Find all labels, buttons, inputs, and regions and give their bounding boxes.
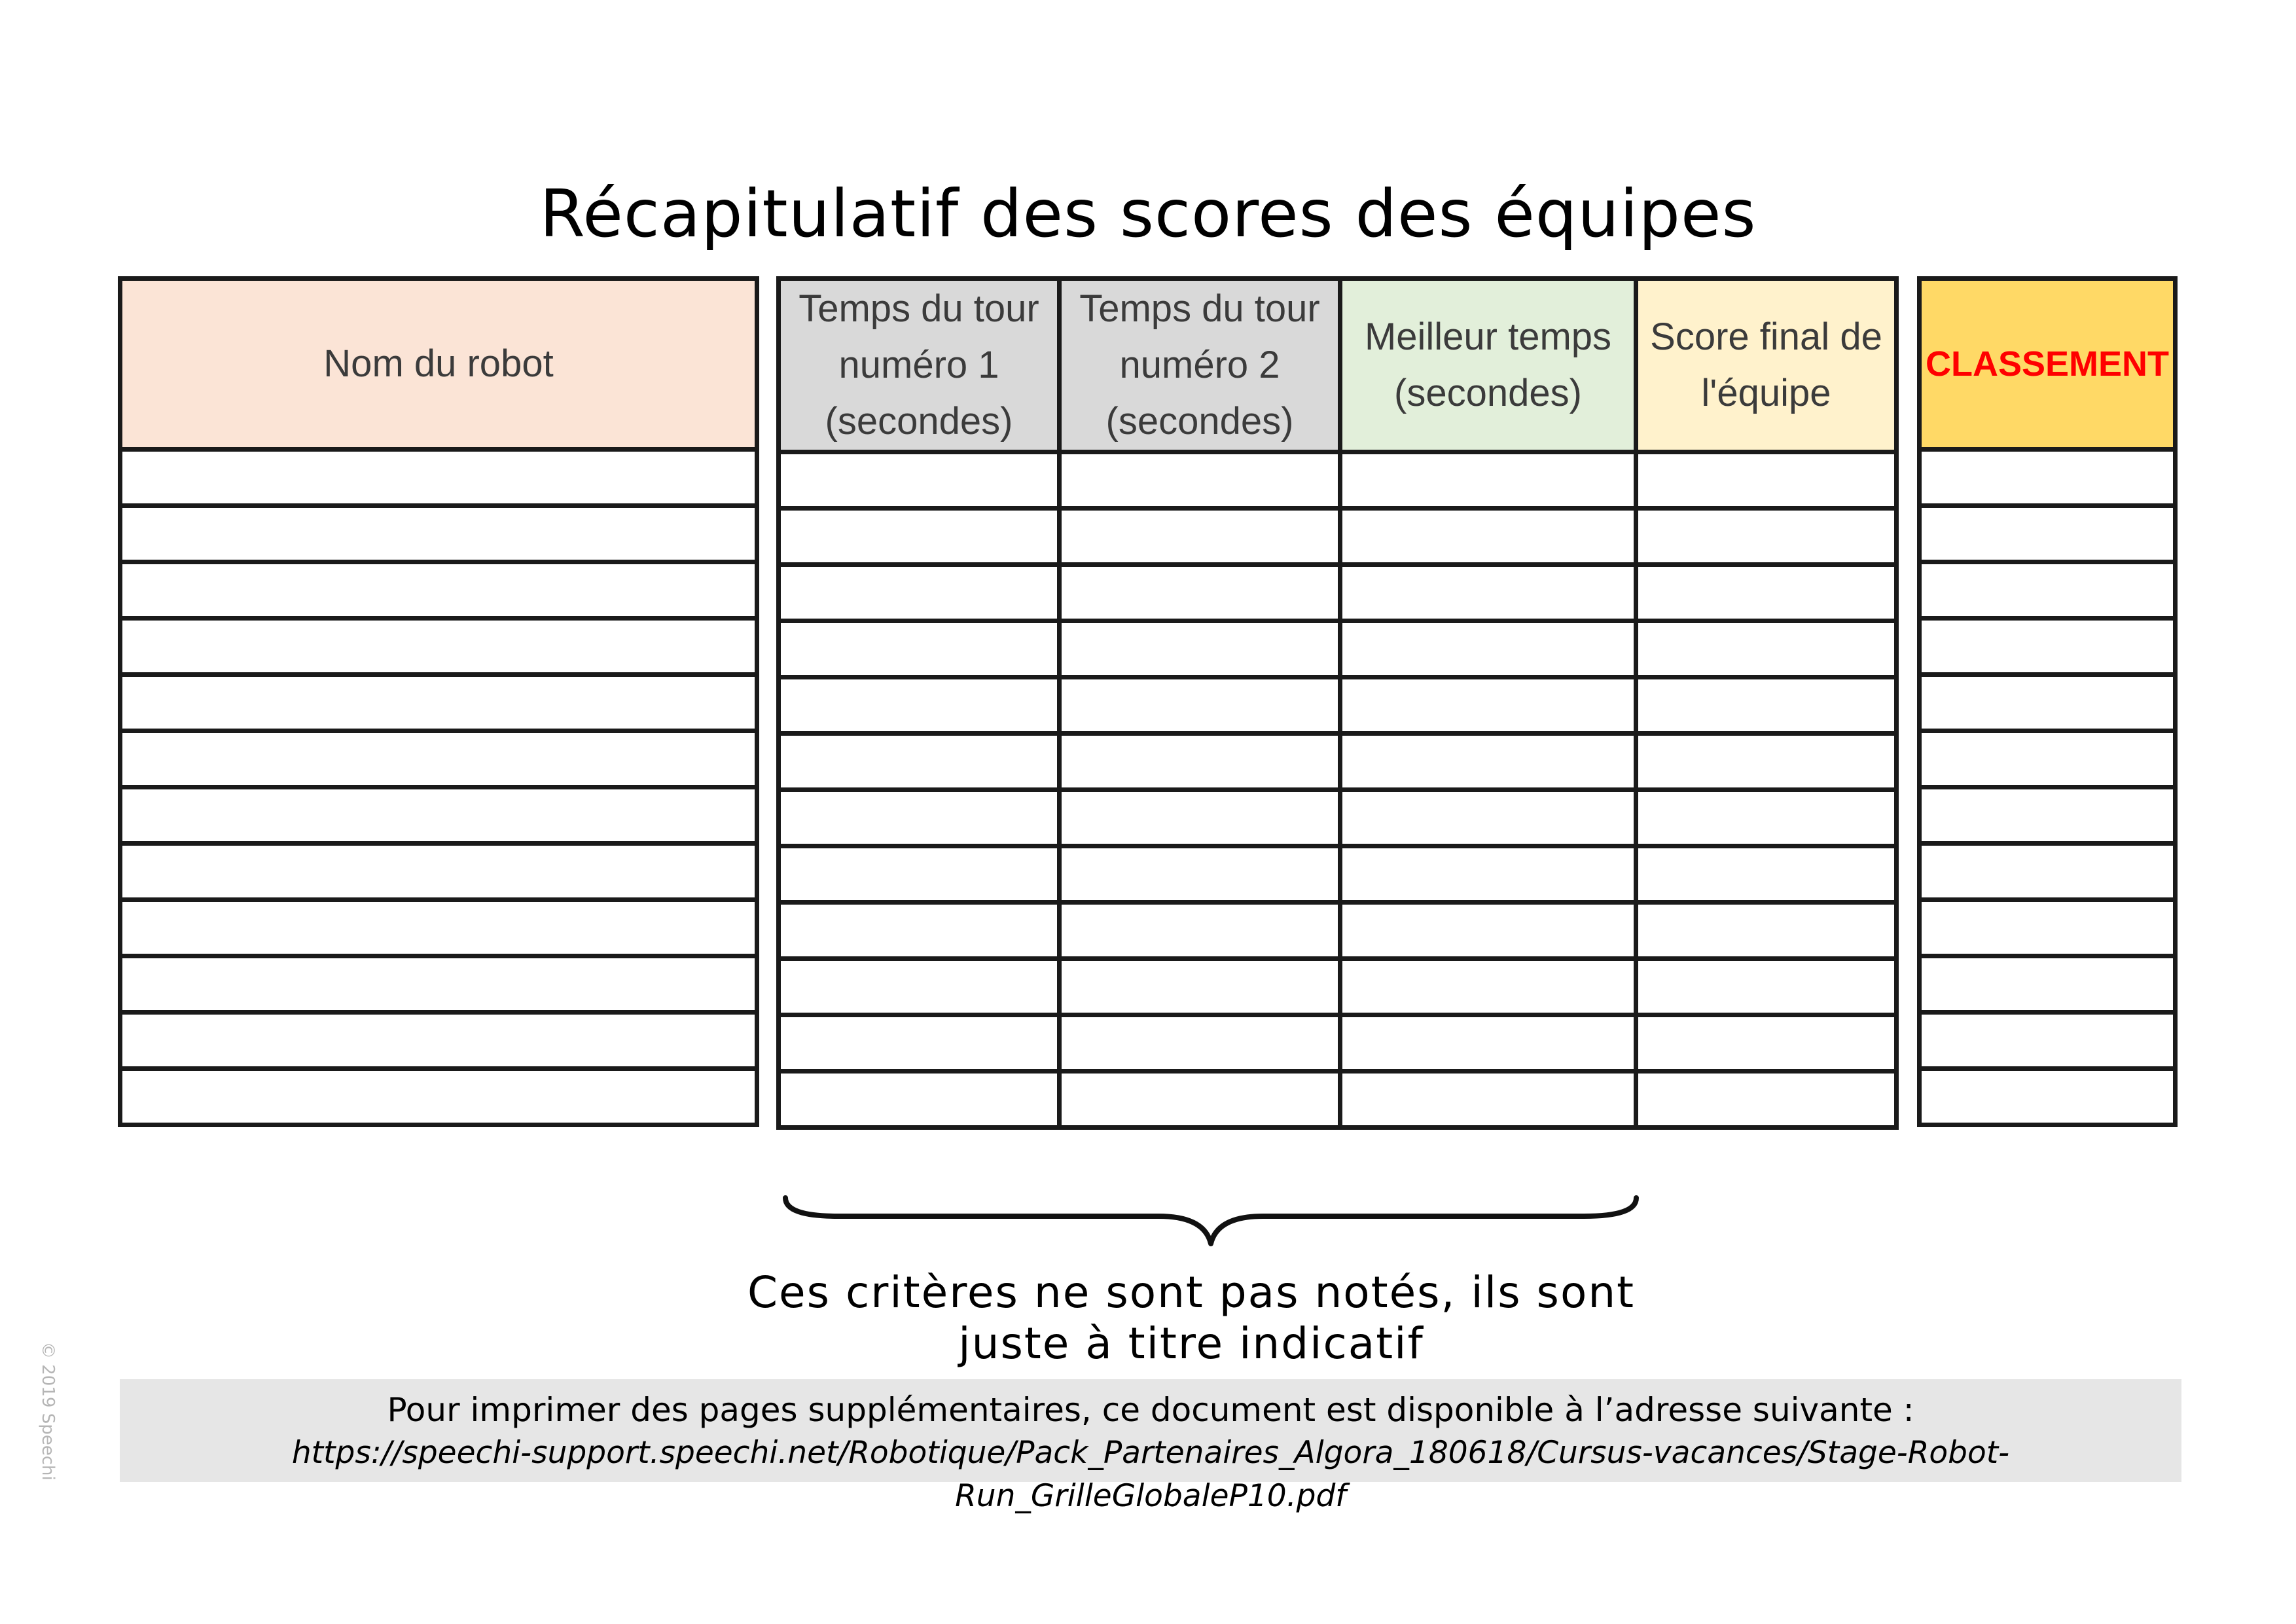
table-row: [1920, 1013, 2176, 1069]
empty-cell[interactable]: [1920, 1069, 2176, 1125]
empty-cell[interactable]: [1636, 903, 1897, 959]
empty-cell[interactable]: [1060, 677, 1340, 734]
lap1-header-line1: Temps du tour: [798, 287, 1039, 330]
empty-cell[interactable]: [1920, 450, 2176, 506]
best-time-header-line1: Meilleur temps: [1364, 316, 1612, 358]
lap1-header-line2: numéro 1: [838, 344, 999, 386]
empty-cell[interactable]: [1636, 790, 1897, 846]
empty-cell[interactable]: [1636, 1072, 1897, 1128]
empty-cell[interactable]: [1920, 787, 2176, 844]
empty-cell[interactable]: [779, 959, 1060, 1015]
table-row: [779, 621, 1897, 677]
empty-cell[interactable]: [1636, 452, 1897, 509]
final-score-header: [1636, 279, 1897, 452]
empty-cell[interactable]: [1060, 734, 1340, 790]
empty-cell[interactable]: [779, 790, 1060, 846]
empty-cell[interactable]: [1060, 452, 1340, 509]
empty-cell[interactable]: [120, 619, 757, 675]
lap2-time-header: [1060, 279, 1340, 452]
table-row: [779, 565, 1897, 621]
robot-name-rows: [120, 450, 757, 1125]
table-row: [1920, 506, 2176, 562]
empty-cell[interactable]: [1340, 621, 1636, 677]
empty-cell[interactable]: [779, 846, 1060, 903]
empty-cell[interactable]: [120, 1013, 757, 1069]
document-url-link[interactable]: https://speechi-support.speechi.net/Robotique/Pack_Partenaires_Algora_180618/Cursus-vacances/Stage-Robot-Run_GrilleGlobaleP10.pdf: [291, 1435, 2010, 1514]
table-row: [1920, 844, 2176, 900]
empty-cell[interactable]: [1060, 621, 1340, 677]
empty-cell[interactable]: [1636, 621, 1897, 677]
empty-cell[interactable]: [1636, 1015, 1897, 1072]
times-table: [776, 276, 1899, 1130]
empty-cell[interactable]: [1060, 846, 1340, 903]
robot-name-header: Nom du robot: [120, 279, 757, 450]
table-row: [120, 1069, 757, 1125]
empty-cell[interactable]: [120, 956, 757, 1013]
lap2-header-line3: (secondes): [1105, 400, 1294, 442]
print-info-text: Pour imprimer des pages supplémentaires, ce document est disponible à l’adresse suivante :: [387, 1391, 1914, 1429]
empty-cell[interactable]: [1340, 1072, 1636, 1128]
table-row: [1920, 900, 2176, 956]
empty-cell[interactable]: [1920, 1013, 2176, 1069]
empty-cell[interactable]: [1636, 846, 1897, 903]
lap2-header-line2: numéro 2: [1119, 344, 1280, 386]
table-row: [120, 675, 757, 731]
empty-cell[interactable]: [120, 450, 757, 506]
empty-cell[interactable]: [1060, 1072, 1340, 1128]
table-row: [1920, 562, 2176, 619]
table-row: [1920, 675, 2176, 731]
page-title: Récapitulatif des scores des équipes: [539, 175, 1757, 252]
empty-cell[interactable]: [1340, 565, 1636, 621]
empty-cell[interactable]: [779, 621, 1060, 677]
empty-cell[interactable]: [120, 506, 757, 562]
print-info-box: [120, 1379, 2181, 1514]
table-row: [1920, 1069, 2176, 1125]
best-time-header: [1340, 279, 1636, 452]
empty-cell[interactable]: [779, 1015, 1060, 1072]
empty-cell[interactable]: [779, 509, 1060, 565]
lap1-time-header: [779, 279, 1060, 452]
table-row: [1920, 450, 2176, 506]
empty-cell[interactable]: [120, 1069, 757, 1125]
criteria-note-line2: juste à titre indicatif: [958, 1318, 1424, 1369]
empty-cell[interactable]: [1636, 959, 1897, 1015]
empty-cell[interactable]: [1920, 562, 2176, 619]
table-row: [120, 562, 757, 619]
empty-cell[interactable]: [120, 844, 757, 900]
empty-cell[interactable]: [1060, 790, 1340, 846]
empty-cell[interactable]: [1920, 619, 2176, 675]
empty-cell[interactable]: [1340, 903, 1636, 959]
empty-cell[interactable]: [1340, 509, 1636, 565]
table-row: [120, 787, 757, 844]
empty-cell[interactable]: [1920, 506, 2176, 562]
empty-cell[interactable]: [1636, 509, 1897, 565]
table-row: [1920, 731, 2176, 787]
empty-cell[interactable]: [1920, 900, 2176, 956]
table-row: [1920, 956, 2176, 1013]
table-row: [779, 452, 1897, 509]
lap2-header-line1: Temps du tour: [1079, 287, 1320, 330]
empty-cell[interactable]: [120, 787, 757, 844]
lap1-header-line3: (secondes): [825, 400, 1013, 442]
empty-cell[interactable]: [1340, 959, 1636, 1015]
empty-cell[interactable]: [1340, 1015, 1636, 1072]
empty-cell[interactable]: [1060, 903, 1340, 959]
copyright-notice: © 2019 Speechi: [38, 1342, 58, 1481]
empty-cell[interactable]: [1636, 565, 1897, 621]
final-score-header-line1: Score final de: [1650, 316, 1882, 358]
table-row: [120, 900, 757, 956]
table-row: [1920, 787, 2176, 844]
empty-cell[interactable]: [1340, 846, 1636, 903]
times-rows: [779, 452, 1897, 1128]
empty-cell[interactable]: [1636, 734, 1897, 790]
table-row: [120, 1013, 757, 1069]
table-row: [120, 619, 757, 675]
ranking-table: [1917, 276, 2178, 1127]
table-row: [779, 790, 1897, 846]
empty-cell[interactable]: [779, 903, 1060, 959]
empty-cell[interactable]: [1060, 959, 1340, 1015]
empty-cell[interactable]: [120, 900, 757, 956]
curly-brace: [779, 1191, 1643, 1257]
empty-cell[interactable]: [1920, 956, 2176, 1013]
table-row: [120, 450, 757, 506]
empty-cell[interactable]: [1920, 731, 2176, 787]
final-score-header-line2: l'équipe: [1701, 372, 1831, 414]
empty-cell[interactable]: [1060, 509, 1340, 565]
ranking-header: CLASSEMENT: [1920, 279, 2176, 450]
empty-cell[interactable]: [779, 1072, 1060, 1128]
empty-cell[interactable]: [1636, 677, 1897, 734]
empty-cell[interactable]: [779, 677, 1060, 734]
empty-cell[interactable]: [1340, 734, 1636, 790]
table-row: [1920, 619, 2176, 675]
criteria-note: [655, 1267, 1728, 1369]
empty-cell[interactable]: [1060, 1015, 1340, 1072]
table-row: [779, 1072, 1897, 1128]
empty-cell[interactable]: [1340, 452, 1636, 509]
empty-cell[interactable]: [1920, 675, 2176, 731]
empty-cell[interactable]: [120, 731, 757, 787]
best-time-header-line2: (secondes): [1394, 372, 1582, 414]
empty-cell[interactable]: [779, 734, 1060, 790]
empty-cell[interactable]: [1060, 565, 1340, 621]
empty-cell[interactable]: [1340, 790, 1636, 846]
criteria-note-line1: Ces critères ne sont pas notés, ils sont: [747, 1267, 1636, 1318]
table-row: [779, 846, 1897, 903]
table-row: [779, 1015, 1897, 1072]
empty-cell[interactable]: [1920, 844, 2176, 900]
empty-cell[interactable]: [120, 675, 757, 731]
table-row: [779, 677, 1897, 734]
ranking-rows: [1920, 450, 2176, 1125]
table-row: [120, 844, 757, 900]
table-row: [779, 959, 1897, 1015]
table-row: [779, 734, 1897, 790]
empty-cell[interactable]: [1340, 677, 1636, 734]
table-row: [120, 731, 757, 787]
robot-name-table: [118, 276, 759, 1127]
table-row: [779, 509, 1897, 565]
empty-cell[interactable]: [779, 452, 1060, 509]
table-row: [120, 956, 757, 1013]
table-row: [120, 506, 757, 562]
table-row: [779, 903, 1897, 959]
empty-cell[interactable]: [779, 565, 1060, 621]
empty-cell[interactable]: [120, 562, 757, 619]
